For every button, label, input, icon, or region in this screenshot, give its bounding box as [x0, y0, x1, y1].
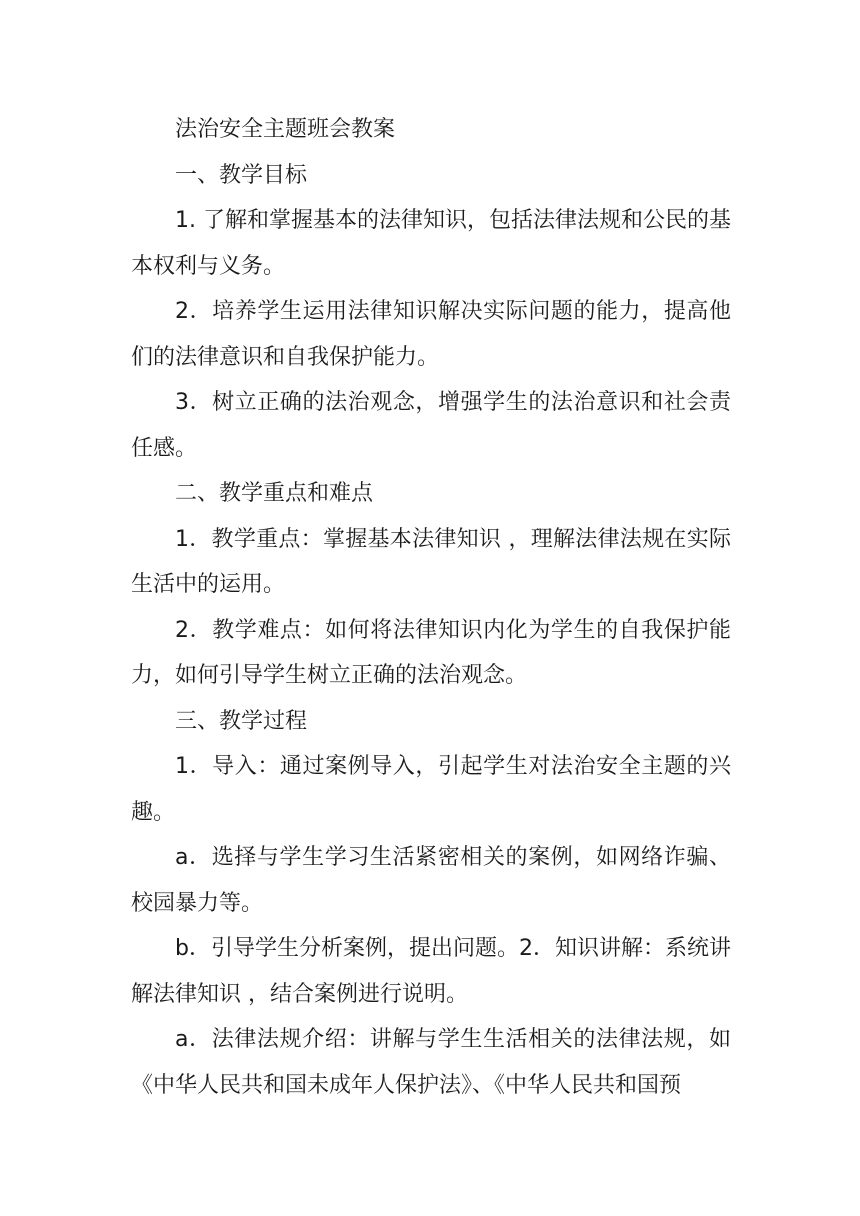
section-heading-process: 三、教学过程: [175, 708, 308, 734]
process-subitem-a: a．选择与学生学习生活紧密相关的案例，如网络诈骗、校园暴力等。: [131, 845, 731, 916]
key-point-item-2: 2．教学难点：如何将法律知识内化为学生的自我保护能力，如何引导学生树立正确的法治观念。: [131, 617, 731, 688]
document-body: [131, 107, 731, 1108]
document-title: 法治安全主题班会教案: [175, 117, 396, 142]
objective-item-2: 2．培养学生运用法律知识解决实际问题的能力，提高他们的法律意识和自我保护能力。: [131, 299, 731, 370]
key-point-item-1: 1．教学重点：掌握基本法律知识 ，理解法律法规在实际生活中的运用。: [131, 526, 731, 597]
process-subitem-a-laws: a．法律法规介绍：讲解与学生生活相关的法律法规，如《中华人民共和国未成年人保护法》、《中华人民共和国预: [131, 1027, 731, 1098]
process-item-1: 1．导入：通过案例导入，引起学生对法治安全主题的兴趣。: [131, 754, 731, 825]
section-heading-key-points: 二、教学重点和难点: [175, 481, 374, 506]
objective-item-1: 1. 了解和掌握基本的法律知识，包括法律法规和公民的基本权利与义务。: [131, 208, 731, 279]
process-subitem-b: b．引导学生分析案例，提出问题。2．知识讲解：系统讲解法律知识 ，结合案例进行说明。: [131, 936, 731, 1007]
objective-item-3: 3．树立正确的法治观念，增强学生的法治意识和社会责任感。: [131, 390, 731, 461]
section-heading-objectives: 一、教学目标: [175, 162, 308, 188]
